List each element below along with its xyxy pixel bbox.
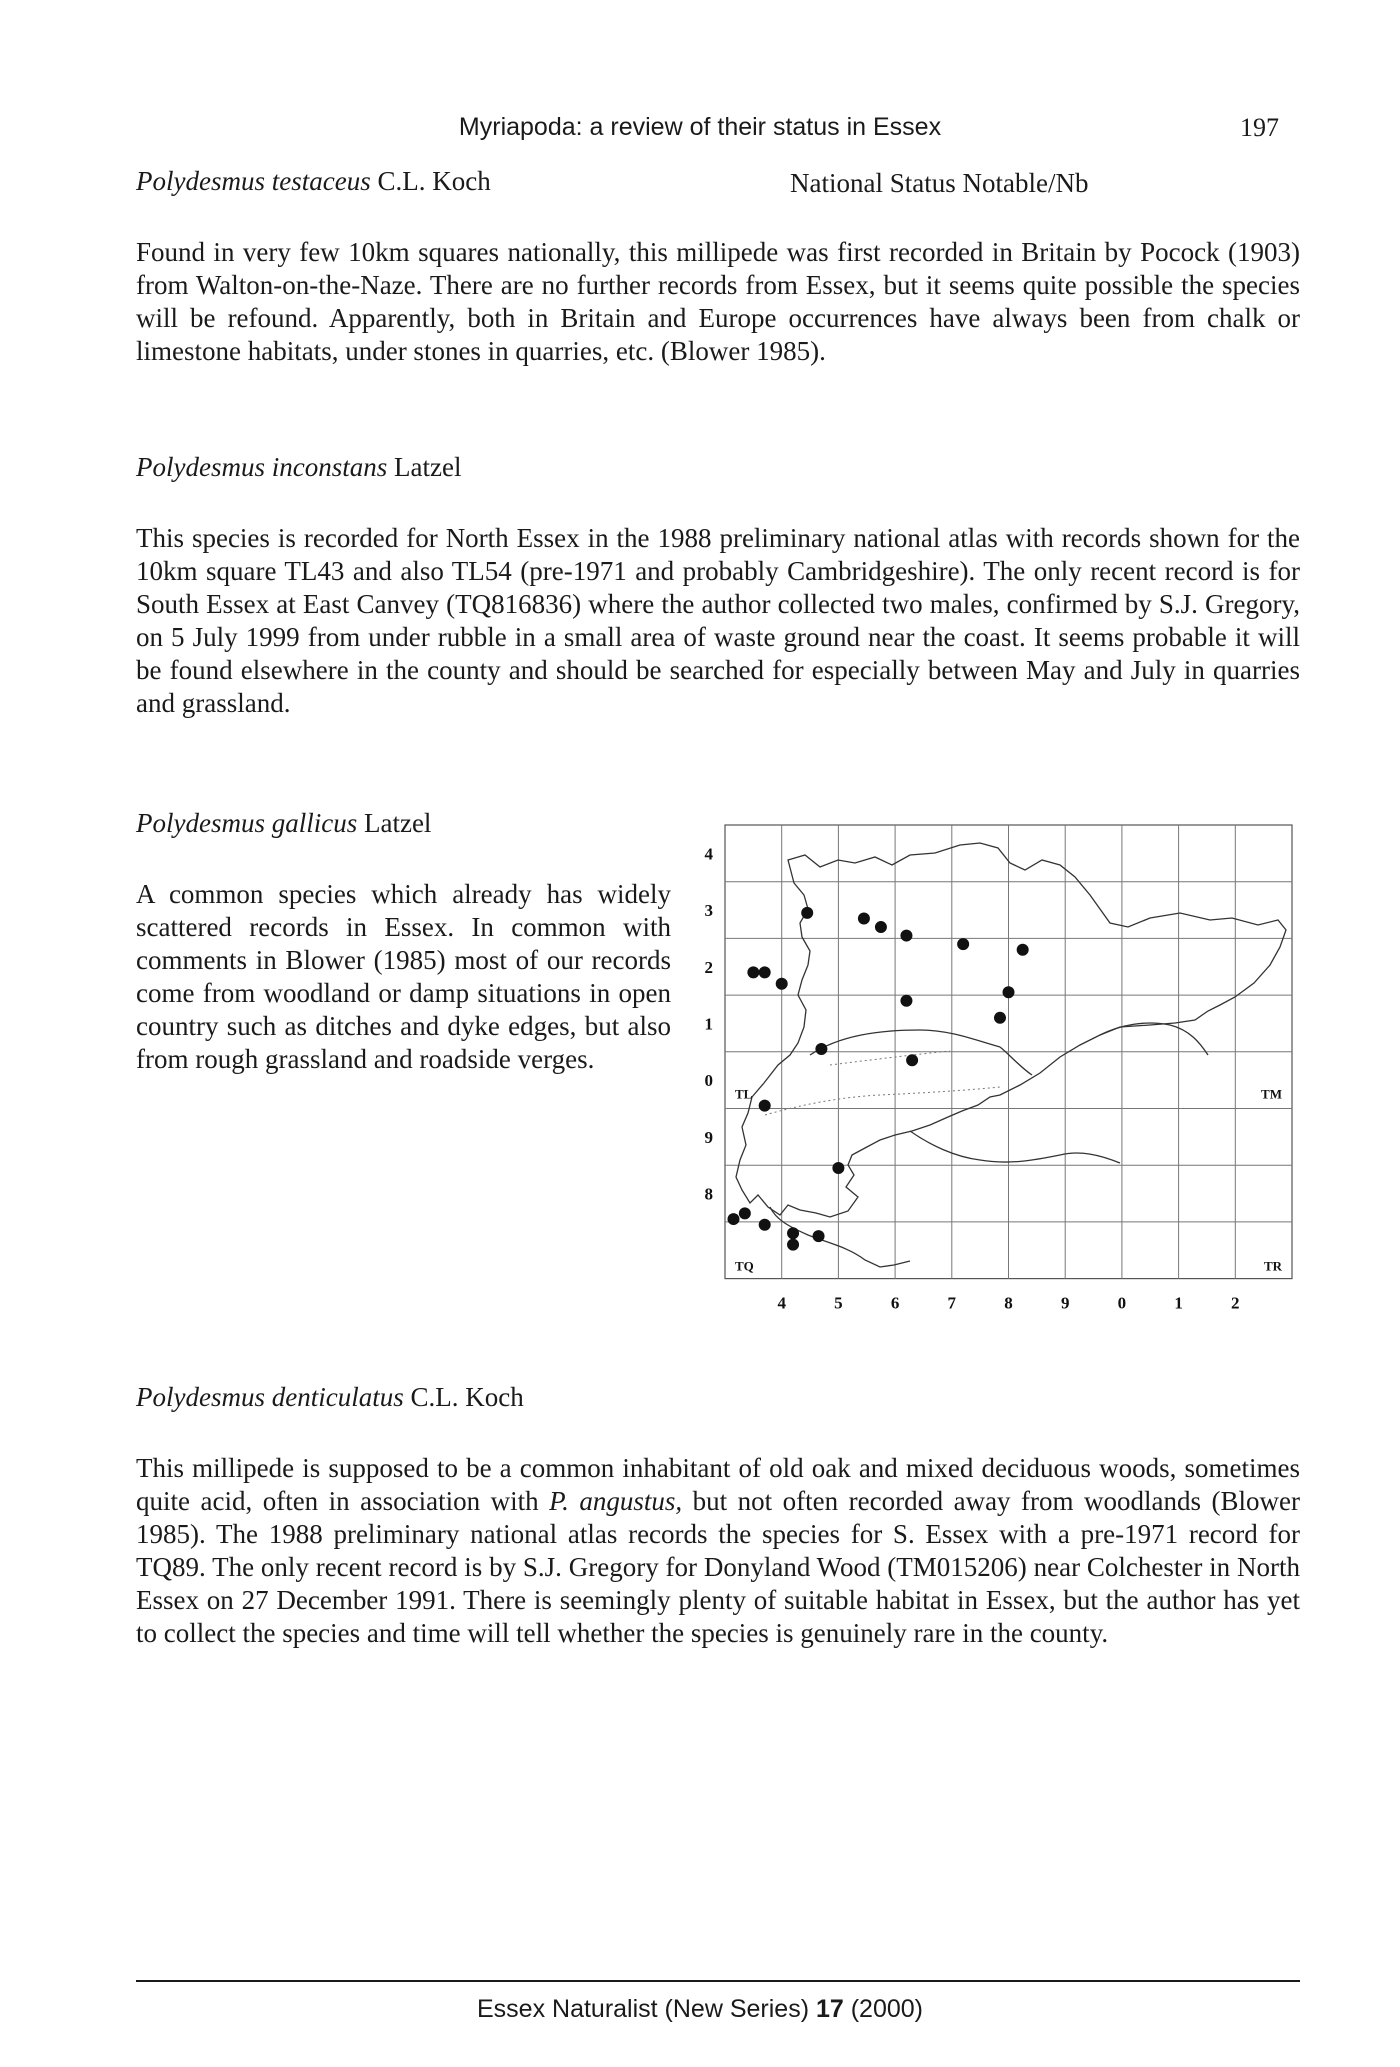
record-dot: [858, 913, 870, 925]
species-heading: [136, 808, 431, 839]
map-col-label: 5: [834, 1293, 843, 1313]
river: [830, 1051, 950, 1065]
map-col-label: 0: [1117, 1293, 1127, 1313]
species-authority: Latzel: [363, 808, 432, 838]
journal-footer: [0, 1995, 1400, 2024]
map-col-label: 9: [1060, 1293, 1070, 1313]
record-dot: [1017, 944, 1029, 956]
record-dot: [900, 930, 912, 942]
record-dot: [739, 1207, 751, 1219]
county-coastline: [910, 1131, 1120, 1163]
journal-name: Essex Naturalist (New Series): [476, 1995, 810, 2023]
grid-square-label: TQ: [735, 1258, 754, 1274]
map-col-label: 4: [777, 1293, 786, 1313]
record-dot: [815, 1043, 827, 1055]
species-epithet: inconstans: [271, 452, 388, 482]
map-row-label: 4: [704, 844, 713, 864]
record-dot: [759, 1219, 771, 1231]
record-dot: [900, 995, 912, 1007]
species-heading: [136, 1382, 524, 1413]
record-dot: [747, 966, 759, 978]
species-authority: Latzel: [394, 452, 462, 482]
species-name-inline: P. angustus,: [549, 1486, 683, 1516]
species-account: Found in very few 10km squares nationally, this millipede was first recorded in Britain by Pocock (1903) from Walton-on-the-Naze. There are no further records from Essex, but it seems quite possible the species will be refound. Apparently, both in Britain and Europe occurrences have always been from chalk or limestone habitats, under stones in quarries, etc. (Blower 1985).: [136, 237, 1300, 366]
record-dot: [759, 1100, 771, 1112]
record-dot: [728, 1213, 740, 1225]
map-col-label: 8: [1004, 1293, 1013, 1313]
species-account-text: but not often recorded away from woodlands (Blower 1985). The 1988 preliminary national atlas records the species for S. Essex with a pre-1971 record for TQ89. The only recent record is by S.J. Gregory for Donyland Wood (TM015206) near Colchester in North Essex on 27 December 1991. There is seemingly plenty of suitable habitat in Essex, but the author has yet to collect the species and time will tell whether the species is genuinely rare in the county.: [136, 1486, 1301, 1648]
map-row-label: 3: [704, 901, 713, 921]
page-number: 197: [1240, 113, 1279, 142]
map-row-label: 0: [704, 1071, 713, 1091]
footer-rule: [136, 1980, 1300, 1982]
map-col-label: 1: [1174, 1293, 1183, 1313]
species-account: [136, 1452, 1300, 1650]
record-dot: [1003, 986, 1015, 998]
species-epithet: denticulatus: [271, 1382, 404, 1412]
species-genus: Polydesmus: [136, 808, 265, 838]
record-dot: [875, 921, 887, 933]
map-row-label: 9: [704, 1127, 713, 1147]
species-account: This species is recorded for North Essex in the 1988 preliminary national atlas with records shown for the 10km square TL43 and also TL54 (pre-1971 and probably Cambridgeshire). The only recent record is for South Essex at East Canvey (TQ816836) where the author collected two males, confirmed by S.J. Gregory, on 5 July 1999 from under rubble in a small area of waste ground near the coast. It seems probable it will be found elsewhere in the county and should be searched for especially between May and July in quarries and grassland.: [136, 523, 1300, 718]
species-genus: Polydesmus: [136, 452, 265, 482]
map-row-label: 8: [704, 1184, 713, 1204]
species-epithet: testaceus: [271, 166, 371, 196]
record-dot: [994, 1012, 1006, 1024]
record-dots: [728, 907, 1029, 1251]
species-authority: C.L. Koch: [377, 166, 491, 196]
record-dot: [759, 966, 771, 978]
species-epithet: gallicus: [271, 808, 358, 838]
record-dot: [801, 907, 813, 919]
record-dot: [813, 1230, 825, 1242]
map-row-label: 2: [704, 957, 713, 977]
species-authority: C.L. Koch: [410, 1382, 524, 1412]
rivers: [765, 1051, 1000, 1115]
grid-square-label: TM: [1261, 1086, 1282, 1102]
record-dot: [957, 938, 969, 950]
distribution-map: [680, 815, 1320, 1315]
map-col-label: 6: [890, 1293, 900, 1313]
record-dot: [787, 1239, 799, 1251]
record-dot: [906, 1054, 918, 1066]
species-genus: Polydesmus: [136, 1382, 265, 1412]
map-col-label: 7: [947, 1293, 957, 1313]
journal-volume: 17: [815, 1995, 844, 2023]
grid-square-label: TL: [735, 1086, 753, 1102]
species-heading: [136, 452, 461, 483]
map-col-label: 2: [1231, 1293, 1240, 1313]
county-coastline: [1100, 1023, 1208, 1055]
record-dot: [776, 978, 788, 990]
grid-square-label: TR: [1263, 1258, 1282, 1274]
record-dot: [832, 1162, 844, 1174]
journal-year: (2000): [850, 1995, 923, 2023]
species-genus: Polydesmus: [136, 166, 265, 196]
record-dot: [787, 1227, 799, 1239]
county-boundary: [736, 843, 1286, 1217]
running-title: Myriapoda: a review of their status in Essex: [458, 113, 942, 141]
map-row-label: 1: [704, 1014, 713, 1034]
species-heading: [136, 166, 491, 197]
species-account: A common species which already has widely scattered records in Essex. In common with comments in Blower (1985) most of our records come from woodland or damp situations in open country such as ditches and dyke edges, but also from rough grassland and roadside verges.: [136, 879, 671, 1074]
national-status: National Status Notable/Nb: [790, 168, 1089, 198]
county-coastline: [810, 1030, 1032, 1075]
county-outline: [736, 843, 1286, 1267]
species-account-text: This millipede is supposed to be a common inhabitant of old oak and mixed deciduous woods, sometimes quite acid, often in association with: [136, 1453, 1300, 1516]
river: [765, 1087, 1000, 1115]
map-grid: [725, 825, 1292, 1279]
